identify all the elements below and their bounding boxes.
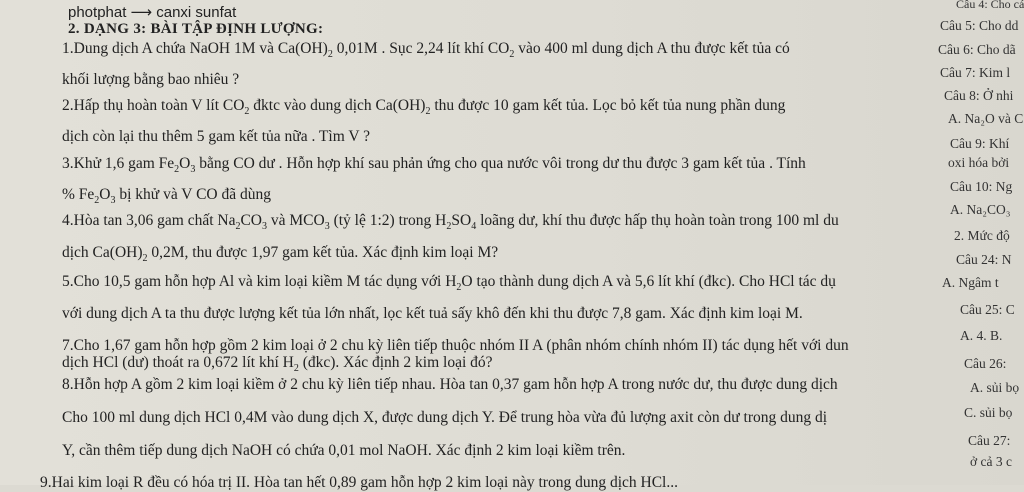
side-line: A. Ngâm t [942, 275, 999, 290]
exercise-1-line-2: khối lượng bằng bao nhiêu ? [62, 71, 240, 88]
side-line: Câu 4: Cho cá [956, 0, 1024, 11]
side-line: oxi hóa bởi [948, 155, 1010, 170]
side-line: A. Na₂O và C [948, 111, 1024, 126]
side-line: Câu 5: Cho dd [940, 18, 1019, 33]
adjacent-page-column [928, 0, 1024, 485]
exercise-1-line-1: 1.Dung dịch A chứa NaOH 1M và $Ca(OH)_2$ 0,01M . Sục 2,24 lít khí $CO_2$ vào 400 ml dung dịch A thu được kết tủa có [62, 40, 790, 61]
exercise-4-line-1: 4.Hòa tan 3,06 gam chất $Na_2CO_3$ và $MCO_3$ (tỷ lệ 1:2) trong $H_2SO_4$ loãng dư, khí thu được hấp thụ hoàn toàn trong 100 ml du [62, 212, 839, 233]
exercise-7-line-1: 7.Cho 1,67 gam hỗn hợp gồm 2 kim loại ở 2 chu kỳ liên tiếp thuộc nhóm II A (phân nhóm chính nhóm II) tác dụng hết với dun [62, 337, 849, 354]
exercise-9-partial: 9.Hai kim loại R đều có hóa trị II. Hòa tan hết 0,89 gam hỗn hợp 2 kim loại này trong dung dịch HCl... [40, 474, 678, 491]
side-line: A. Na₂CO₃ [950, 202, 1011, 217]
reaction-arrow-line: photphat ⟶ canxi sunfat [68, 4, 237, 21]
side-line: Câu 26: [964, 356, 1007, 371]
exercise-2-line-2: dịch còn lại thu thêm 5 gam kết tủa nữa . Tìm V ? [62, 128, 371, 145]
exercise-3-line-2: % $Fe_2O_3$ bị khử và V CO đã dùng [62, 186, 272, 207]
side-line: Câu 27: [968, 433, 1011, 448]
exercise-8-line-3: Y, cần thêm tiếp dung dịch NaOH có chứa 0,01 mol NaOH. Xác định 2 kim loại kiềm trên. [62, 442, 626, 459]
exercise-2-line-1: 2.Hấp thụ hoàn toàn V lít $CO_2$ đktc vào dung dịch $Ca(OH)_2$ thu được 10 gam kết tủa. Lọc bỏ kết tủa nung phần dung [62, 97, 786, 118]
section-title: 2. DẠNG 3: BÀI TẬP ĐỊNH LƯỢNG: [68, 21, 324, 37]
side-line: C. sủi bọ [964, 405, 1013, 420]
exercise-8-line-2: Cho 100 ml dung dịch HCl 0,4M vào dung dịch X, được dung dịch Y. Để trung hòa vừa đủ lượng axit còn dư trong dung dị [62, 409, 828, 426]
side-line: Câu 6: Cho dã [938, 42, 1016, 57]
exercise-8-line-1: 8.Hỗn hợp A gồm 2 kim loại kiềm ở 2 chu kỳ liên tiếp nhau. Hòa tan 0,37 gam hỗn hợp A trong nước dư, thu được dung dịch [62, 376, 838, 393]
side-line: Câu 8: Ở nhi [944, 88, 1014, 103]
side-line: A. 4. B. [960, 328, 1003, 343]
side-line: Câu 25: C [960, 302, 1015, 317]
side-line: Câu 9: Khí [950, 136, 1010, 151]
exercise-7-line-2: dịch HCl (dư) thoát ra 0,672 lít khí $H_2$ (đkc). Xác định 2 kim loại đó? [62, 354, 493, 375]
exercise-5-line-2: với dung dịch A ta thu được lượng kết tủa lớn nhất, lọc kết tuả sấy khô đến khi thu được 7,8 gam. Xác định kim loại M. [62, 305, 803, 322]
exercise-4-line-2: dịch $Ca(OH)_2$ 0,2M, thu được 1,97 gam kết tủa. Xác định kim loại M? [62, 244, 499, 265]
side-line: ở cả 3 c [970, 454, 1012, 469]
side-line: A. sủi bọ [970, 380, 1020, 395]
side-line: Câu 7: Kim l [940, 65, 1011, 80]
side-line: Câu 24: N [956, 252, 1012, 267]
side-line: Câu 10: Ng [950, 179, 1013, 194]
side-line: 2. Mức độ [954, 228, 1010, 243]
exercise-5-line-1: 5.Cho 10,5 gam hỗn hợp Al và kim loại kiềm M tác dụng với $H_2O$ tạo thành dung dịch A và 5,6 lít khí (đkc). Cho HCl tác dụ [62, 273, 836, 294]
exercise-3-line-1: 3.Khử 1,6 gam $Fe_2O_3$ bằng CO dư . Hỗn hợp khí sau phản ứng cho qua nước vôi trong dư thu được 3 gam kết tủa . Tính [62, 155, 806, 176]
